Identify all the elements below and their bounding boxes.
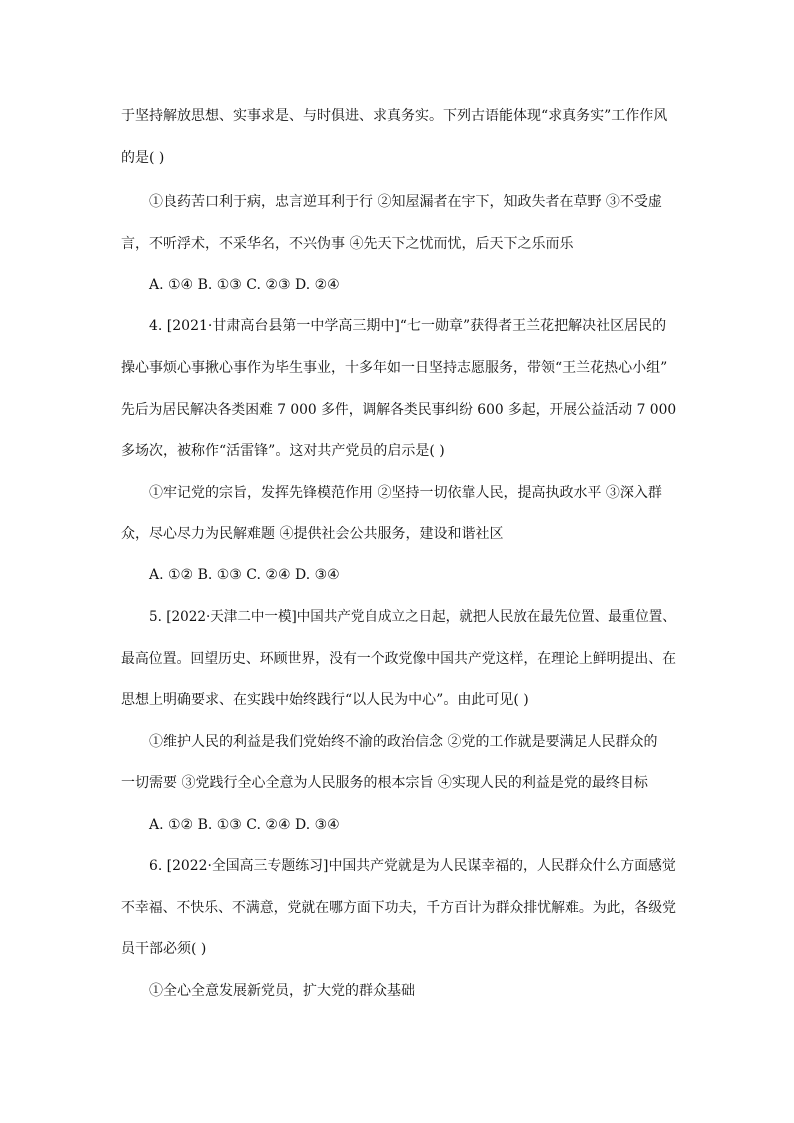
text-line-2: 的是( ) — [121, 150, 165, 166]
question-5-option-line-2: 一切需要 ③党践行全心全意为人民服务的根本宗旨 ④实现人民的利益是党的最终目标 — [121, 775, 648, 791]
question-6-line-2: 不幸福、不快乐、不满意，党就在哪方面下功夫，千方百计为群众排忧解难。为此，各级党 — [121, 900, 677, 916]
question-5-option-line-1: ①维护人民的利益是我们党始终不渝的政治信念 ②党的工作就是要满足人民群众的 — [149, 734, 658, 750]
question-6-line-1: 6. [2022·全国高三专题练习]中国共产党就是为人民谋幸福的，人民群众什么方面感觉 — [149, 858, 676, 874]
answer-choices-4: A. ①② B. ①③ C. ②④ D. ③④ — [149, 567, 340, 583]
question-4-line-4: 多场次，被称作“活雷锋”。这对共产党员的启示是( ) — [121, 443, 445, 459]
question-4-line-1: 4. [2021·甘肃高台县第一中学高三期中]“七一勋章”获得者王兰花把解决社区居民的 — [149, 318, 667, 334]
question-5-line-3: 思想上明确要求、在实践中始终践行“以人民为中心”。由此可见( ) — [121, 692, 529, 708]
option-line-2: 言，不听浮术，不采华名，不兴伪事 ④先天下之忧而忧，后天下之乐而乐 — [121, 236, 574, 252]
question-4-line-2: 操心事烦心事揪心事作为毕生事业，十多年如一日坚持志愿服务，带领“王兰花热心小组” — [121, 360, 668, 376]
question-5-line-2: 最高位置。回望历史、环顾世界，没有一个政党像中国共产党这样，在理论上鲜明提出、在 — [121, 651, 677, 667]
question-6-option-line-1: ①全心全意发展新党员，扩大党的群众基础 — [149, 983, 415, 999]
option-line-1: ①良药苦口利于病，忠言逆耳利于行 ②知屋漏者在宇下，知政失者在草野 ③不受虚 — [149, 194, 662, 210]
question-6-line-3: 员干部必须( ) — [121, 941, 207, 957]
answer-choices-5: A. ①② B. ①③ C. ②④ D. ③④ — [149, 817, 340, 833]
text-line-1: 于坚持解放思想、实事求是、与时俱进、求真务实。下列古语能体现“求真务实”工作作风 — [121, 108, 668, 124]
question-4-option-line-2: 众，尽心尽力为民解难题 ④提供社会公共服务，建设和谐社区 — [121, 526, 504, 542]
question-4-line-3: 先后为居民解决各类困难 7 000 多件，调解各类民事纠纷 600 多起，开展公益活动 7 000 — [121, 402, 677, 418]
answer-choices-3: A. ①④ B. ①③ C. ②③ D. ②④ — [149, 277, 340, 293]
question-5-line-1: 5. [2022·天津二中一模]中国共产党自成立之日起，就把人民放在最先位置、最重位置、 — [149, 609, 676, 625]
question-4-option-line-1: ①牢记党的宗旨，发挥先锋模范作用 ②坚持一切依靠人民，提高执政水平 ③深入群 — [149, 485, 662, 501]
